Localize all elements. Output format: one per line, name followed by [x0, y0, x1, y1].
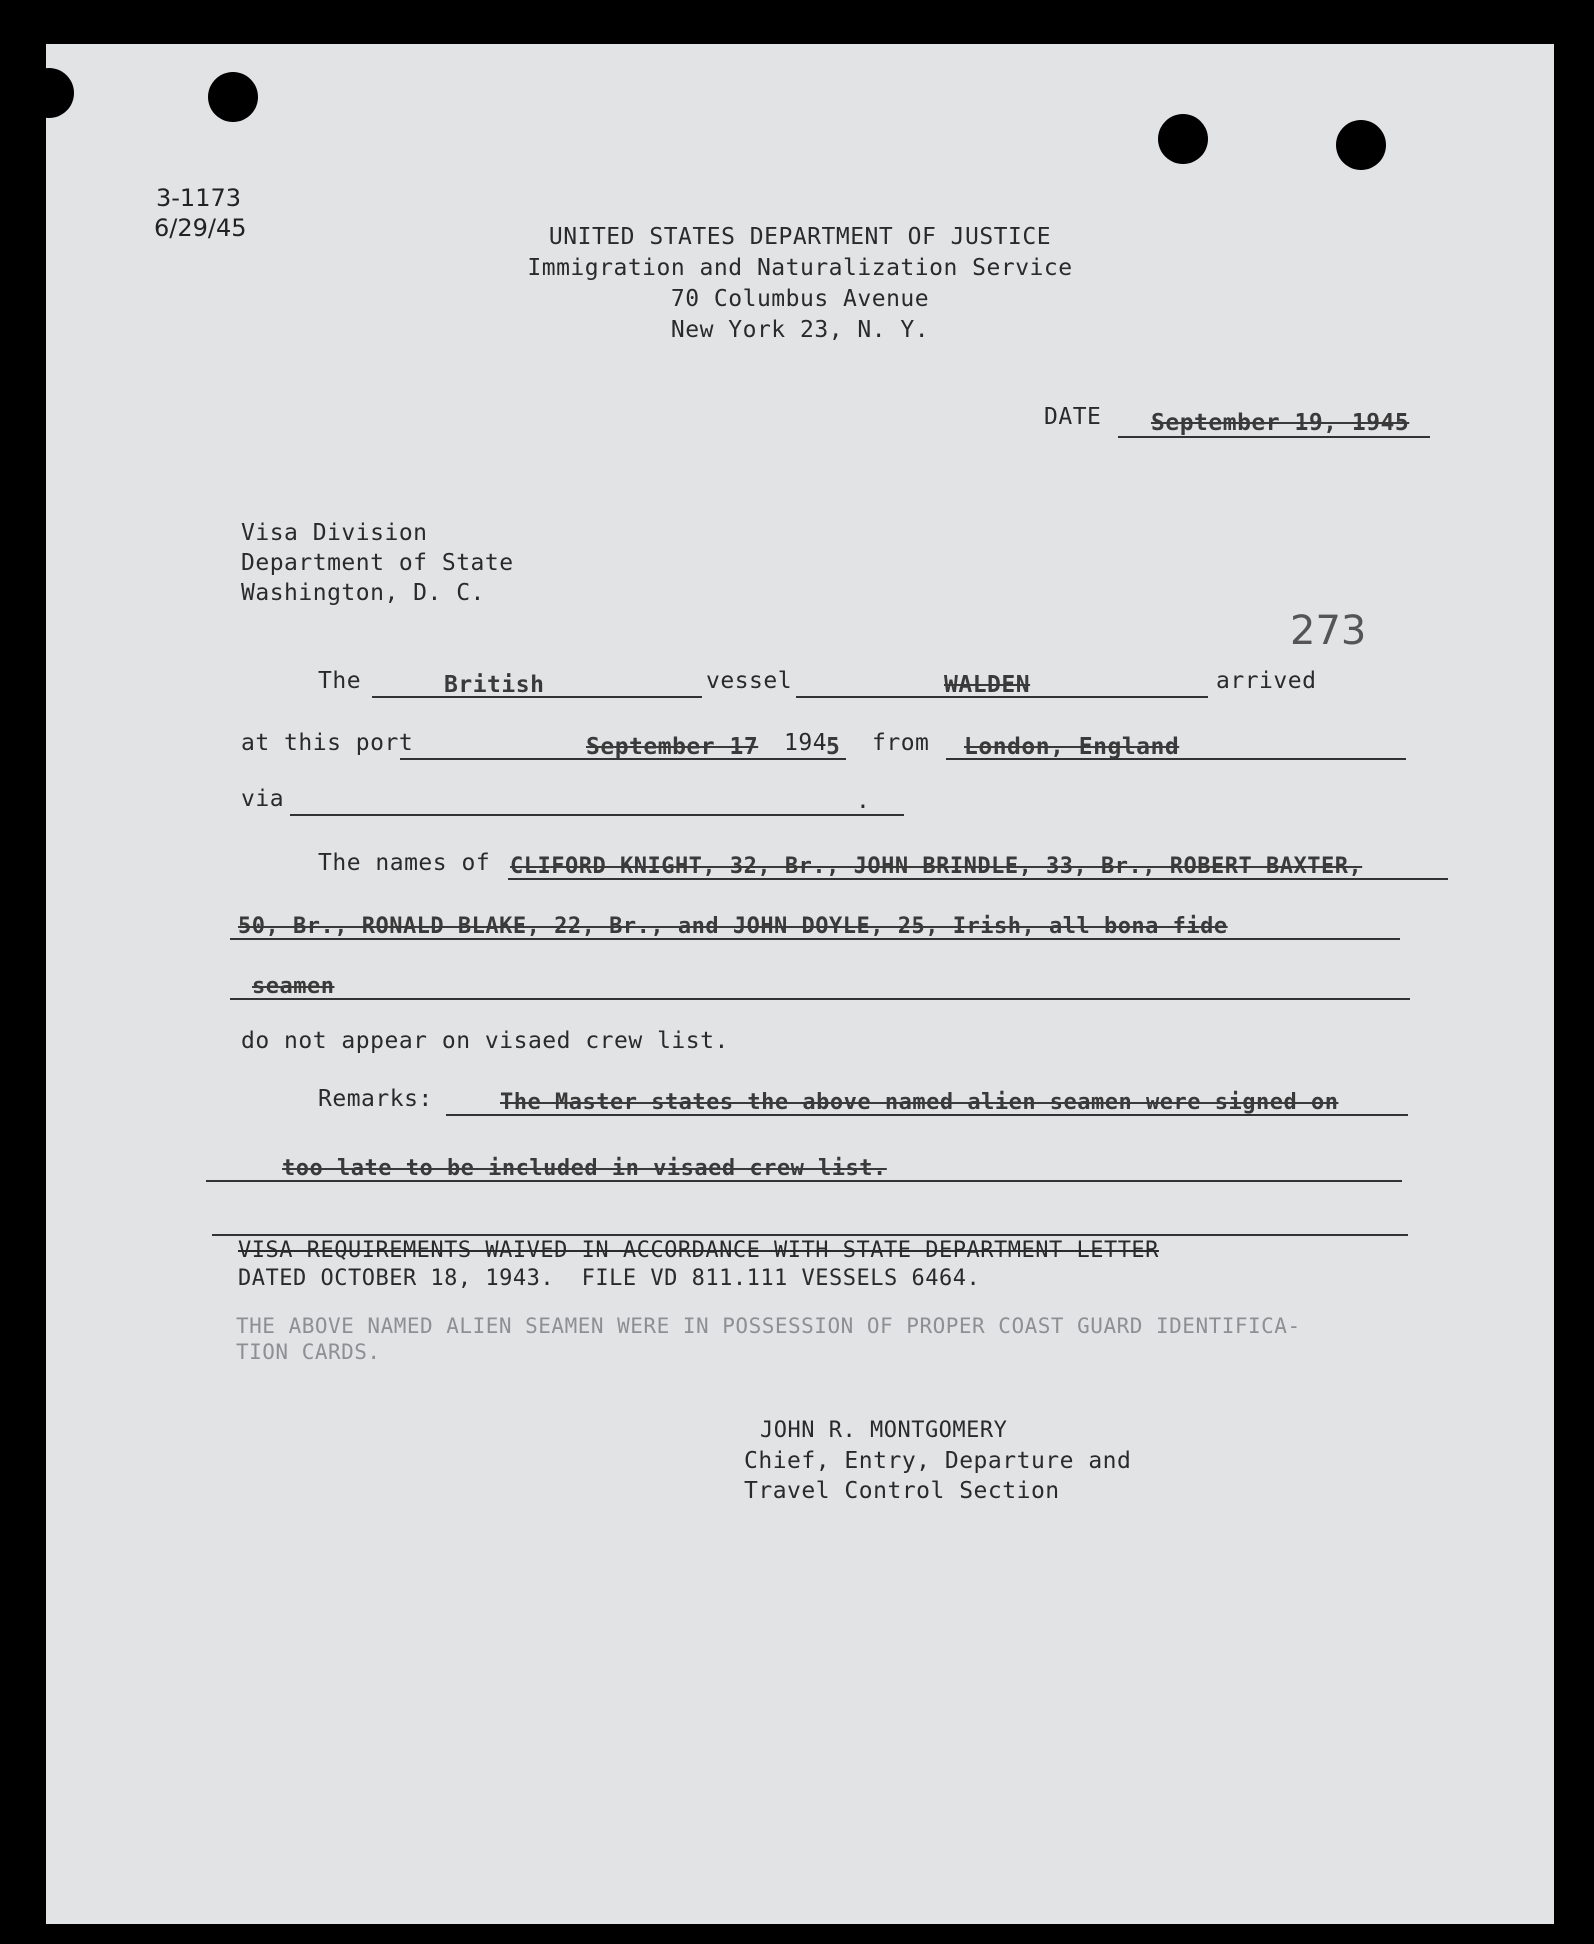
- addressee-line3: Washington, D. C.: [241, 580, 485, 606]
- arrived-label: arrived: [1216, 668, 1317, 694]
- date-underline: [1118, 436, 1430, 438]
- date-label: DATE: [1044, 404, 1102, 430]
- vessel-the-label: The: [318, 668, 362, 694]
- letterhead-city: New York 23, N. Y.: [670, 317, 930, 343]
- from-label: from: [872, 730, 930, 756]
- remarks-line1: The Master states the above named alien seamen were signed on: [500, 1090, 1339, 1115]
- document-page: [46, 44, 1554, 1924]
- letterhead-agency: UNITED STATES DEPARTMENT OF JUSTICE: [548, 224, 1052, 250]
- remarks-underline-3: [212, 1234, 1408, 1236]
- vessel-nationality: British: [444, 672, 545, 698]
- punch-hole: [208, 72, 258, 122]
- via-end: .: [856, 788, 871, 814]
- signer-title-2: Travel Control Section: [744, 1478, 1060, 1504]
- via-underline: [290, 814, 904, 816]
- via-label: via: [241, 786, 285, 812]
- visa-waiver-line1: VISA REQUIREMENTS WAIVED IN ACCORDANCE WITH STATE DEPARTMENT LETTER: [238, 1238, 1159, 1263]
- names-line2: 50, Br., RONALD BLAKE, 22, Br., and JOHN DOYLE, 25, Irish, all bona fide: [238, 914, 1228, 939]
- arrival-date: September 17: [586, 734, 759, 760]
- punch-hole: [1158, 114, 1208, 164]
- coast-guard-note-line1: THE ABOVE NAMED ALIEN SEAMEN WERE IN POSSESSION OF PROPER COAST GUARD IDENTIFICA-: [236, 1314, 1301, 1338]
- addressee-line1: Visa Division: [241, 520, 428, 546]
- origin-port: London, England: [964, 734, 1180, 760]
- stamp-number: 273: [1290, 608, 1367, 654]
- arrival-year-prefix: 194: [784, 730, 828, 756]
- letterhead-service: Immigration and Naturalization Service: [527, 255, 1073, 281]
- vessel-name: WALDEN: [944, 672, 1031, 698]
- names-line1: CLIFORD KNIGHT, 32, Br., JOHN BRINDLE, 33, Br., ROBERT BAXTER,: [510, 854, 1363, 879]
- names-underline-3: [230, 998, 1410, 1000]
- file-date: 6/29/45: [154, 214, 247, 242]
- arrival-year-suffix: 5: [826, 734, 841, 760]
- names-line3: seamen: [252, 974, 335, 999]
- punch-hole: [24, 68, 74, 118]
- remarks-line2: too late to be included in visaed crew list.: [282, 1156, 887, 1181]
- remarks-label: Remarks:: [318, 1086, 433, 1112]
- punch-hole: [1336, 120, 1386, 170]
- file-number: 3-1173: [156, 184, 242, 212]
- names-label: The names of: [318, 850, 491, 876]
- crew-list-statement: do not appear on visaed crew list.: [241, 1028, 729, 1054]
- visa-waiver-line2: DATED OCTOBER 18, 1943. FILE VD 811.111 VESSELS 6464.: [238, 1266, 981, 1291]
- signer-name: JOHN R. MONTGOMERY: [760, 1418, 1008, 1443]
- port-label: at this port: [241, 730, 414, 756]
- vessel-label: vessel: [706, 668, 793, 694]
- date-value: September 19, 1945: [1151, 410, 1410, 436]
- letterhead-street: 70 Columbus Avenue: [670, 286, 930, 312]
- signer-title-1: Chief, Entry, Departure and: [744, 1448, 1132, 1474]
- coast-guard-note-line2: TION CARDS.: [236, 1340, 381, 1364]
- addressee-line2: Department of State: [241, 550, 514, 576]
